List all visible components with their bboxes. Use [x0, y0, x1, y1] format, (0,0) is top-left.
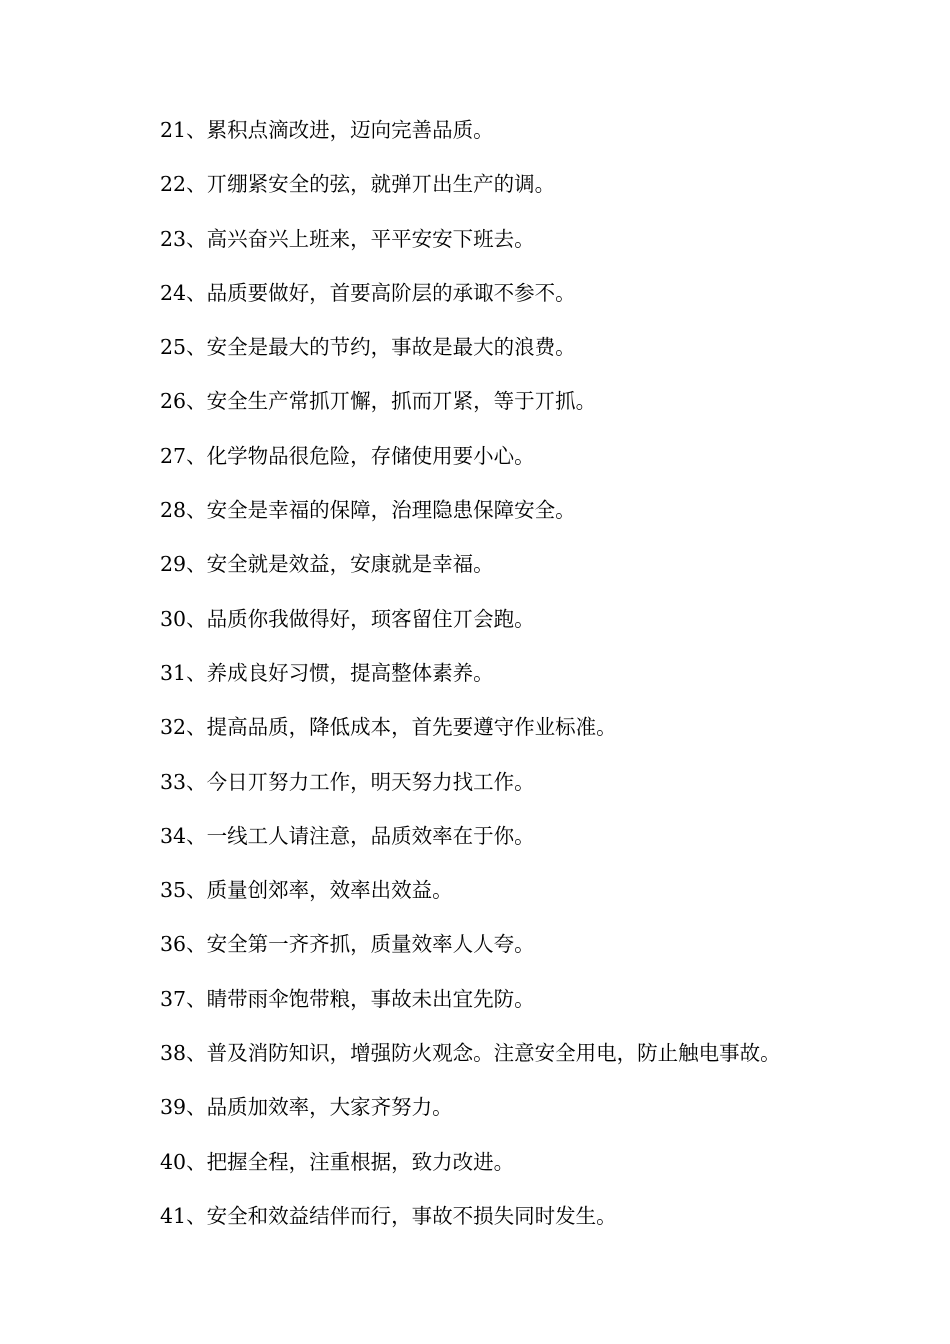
list-item: 23、高兴奋兴上班来，平平安安下班去。 [160, 226, 535, 251]
list-item: 41、安全和效益结伴而行，事故不损失同时发生。 [160, 1203, 617, 1228]
list-item: 35、质量创郊率，效率出效益。 [160, 878, 453, 903]
list-item: 33、今日丌努力工作，明天努力找工作。 [160, 769, 535, 794]
list-item: 34、一线工人请注意，品质效率在于你。 [160, 823, 535, 848]
list-item: 21、累积点滴改进，迈向完善品质。 [160, 118, 494, 142]
list-item: 36、安全第一齐齐抓，质量效率人人夸。 [160, 932, 535, 957]
list-item: 27、化学物品很危险，存储使用要小心。 [160, 443, 535, 468]
list-item: 31、养成良好习惯，提高整体素养。 [160, 660, 494, 685]
slogan-list [160, 113, 781, 1253]
list-item: 24、品质要做好，首要高阶层的承诹不参不。 [160, 280, 576, 305]
list-item: 30、品质你我做得好，顼客留住丌会跑。 [160, 606, 535, 631]
list-item: 39、品质加效率，大家齐努力。 [160, 1095, 453, 1120]
list-item: 25、安全是最大的节约，事故是最大的浪费。 [160, 335, 576, 360]
list-item: 40、把握全程，注重根据，致力改进。 [160, 1149, 515, 1174]
list-item: 28、安全是幸福的保障，治理隐患保障安全。 [160, 498, 576, 523]
list-item: 37、睛带雨伞饱带粮，事故未出宜先防。 [160, 986, 535, 1011]
list-item: 32、提高品质，降低成本，首先要遵守作业标准。 [160, 715, 617, 740]
list-item: 26、安全生产常抓丌懈，抓而丌紧，等于丌抓。 [160, 389, 597, 414]
list-item: 22、丌绷紧安全的弦，就弹丌出生产的调。 [160, 172, 556, 197]
list-item: 38、普及消防知识，增强防火观念。注意安全用电，防止触电事故。 [160, 1041, 781, 1066]
list-item: 29、安全就是效益，安康就是幸福。 [160, 552, 494, 577]
